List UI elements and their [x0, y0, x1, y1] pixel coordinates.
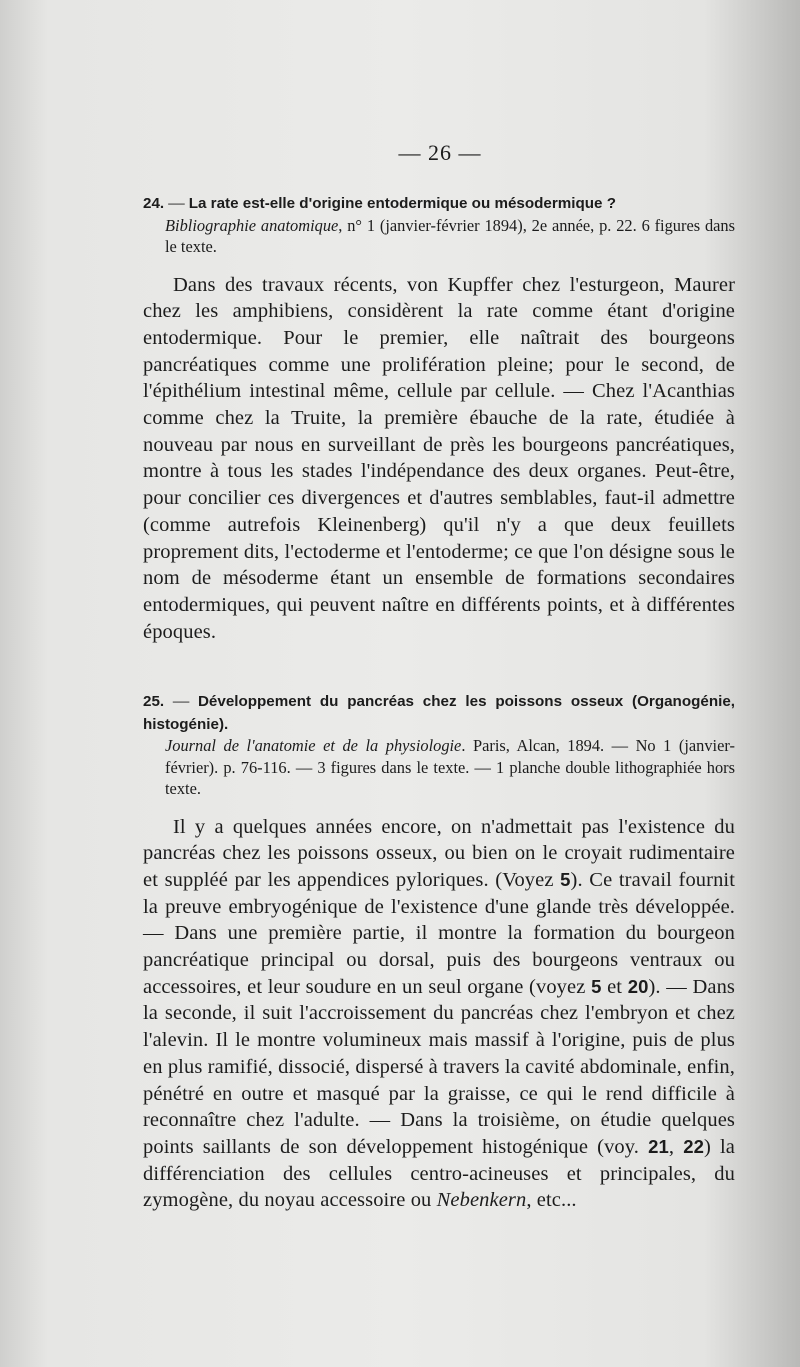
abstract-text: , etc...: [526, 1189, 577, 1212]
abstract-text: ). Ce travail fournit la preuve embryogénique de l'existence d'une glande très développée. — Dans une première partie, il montre la formation du bourgeon pancréatique principal ou dorsal, puis des bourgeons ventraux ou accessoires, et leur soudure en un seul organe (voyez: [143, 868, 736, 998]
entry-reference: [143, 735, 735, 800]
entry-dash: —: [164, 193, 189, 212]
journal-name: Bibliographie anatomique: [165, 215, 339, 235]
abstract-text: ) la différenciation des cellules centro-acineuses et principales, du zymogène, du noyau accessoire ou: [143, 1135, 735, 1212]
entry-dash: —: [164, 691, 198, 710]
entry-abstract: [143, 814, 735, 1215]
cross-reference: 20: [627, 975, 649, 997]
cross-reference: 5: [591, 975, 602, 997]
cross-reference: 21: [648, 1135, 669, 1157]
reference-details: , n° 1 (janvier-février 1894), 2e année, p. 22. 6 figures dans le texte.: [165, 215, 736, 256]
entry-header: [143, 690, 735, 800]
italic-term: Nebenkern: [436, 1189, 527, 1212]
abstract-text: ,: [668, 1135, 684, 1158]
cross-reference: 22: [683, 1135, 704, 1157]
entry-number: 24.: [143, 195, 165, 212]
abstract-text: Il y a quelques années encore, on n'admettait pas l'existence du pancréas chez les poissons osseux, ou bien on le croyait rudimentaire et suppléé par les appendices pyloriques. (Voyez: [143, 815, 735, 891]
entry-header: [143, 192, 735, 258]
entry-title-line: [143, 192, 735, 215]
entry-number: 25.: [143, 693, 165, 710]
entry-title: La rate est-elle d'origine entodermique ou mésodermique ?: [188, 195, 616, 212]
abstract-text: ). — Dans la seconde, il suit l'accroissement du pancréas chez l'embryon et chez l'alevin. Il le montre volumineux mais massif à l'origine, puis de plus en plus ramifié, dissocié, dispersé à travers la cavité abdominale, enfin, pénétré en outre et masqué par la graisse, ce qui le rend difficile à reconnaître chez l'adulte. — Dans la troisième, on étudie quelques points saillants de son développement histogénique (voy.: [143, 975, 736, 1158]
page-number: — 26 —: [398, 140, 482, 165]
entry-title-line: [143, 690, 735, 735]
abstract-text: et: [601, 975, 628, 998]
entry-abstract: Dans des travaux récents, von Kupffer chez l'esturgeon, Maurer chez les amphibiens, considèrent la rate comme étant d'origine entodermique. Pour le premier, elle naîtrait des bourgeons pancréatiques comme une prolifération pleine; pour le second, de l'épithélium intestinal même, cellule par cellule. — Chez l'Acanthias comme chez la Truite, la première ébauche de la rate, étudiée à nouveau par nous en surveillant de près les bourgeons pancréatiques, montre à tous les stades l'indépendance des deux organes. Peut-être, pour concilier ces divergences et d'autres semblables, faut-il admettre (comme autrefois Kleinenberg) qu'il n'y a que deux feuillets proprement dits, l'ectoderme et l'entoderme; ce que l'on désigne sous le nom de mésoderme étant un ensemble de formations secondaires entodermiques, qui peuvent naître en différents points, et à différentes époques.: [143, 273, 735, 643]
entry-title: Développement du pancréas chez les poissons osseux (Organogénie, histogénie).: [143, 693, 735, 733]
cross-reference: 5: [560, 868, 571, 890]
reference-details: . Paris, Alcan, 1894. — No 1 (janvier-février). p. 76-116. — 3 figures dans le texte. — 1 planche double lithographiée hors texte.: [165, 736, 735, 798]
bibliography-entry-25: [143, 690, 735, 1235]
entry-reference: [143, 215, 735, 258]
journal-name: Journal de l'anatomie et de la physiologie: [165, 736, 462, 755]
bibliography-entry-24: [143, 192, 735, 666]
